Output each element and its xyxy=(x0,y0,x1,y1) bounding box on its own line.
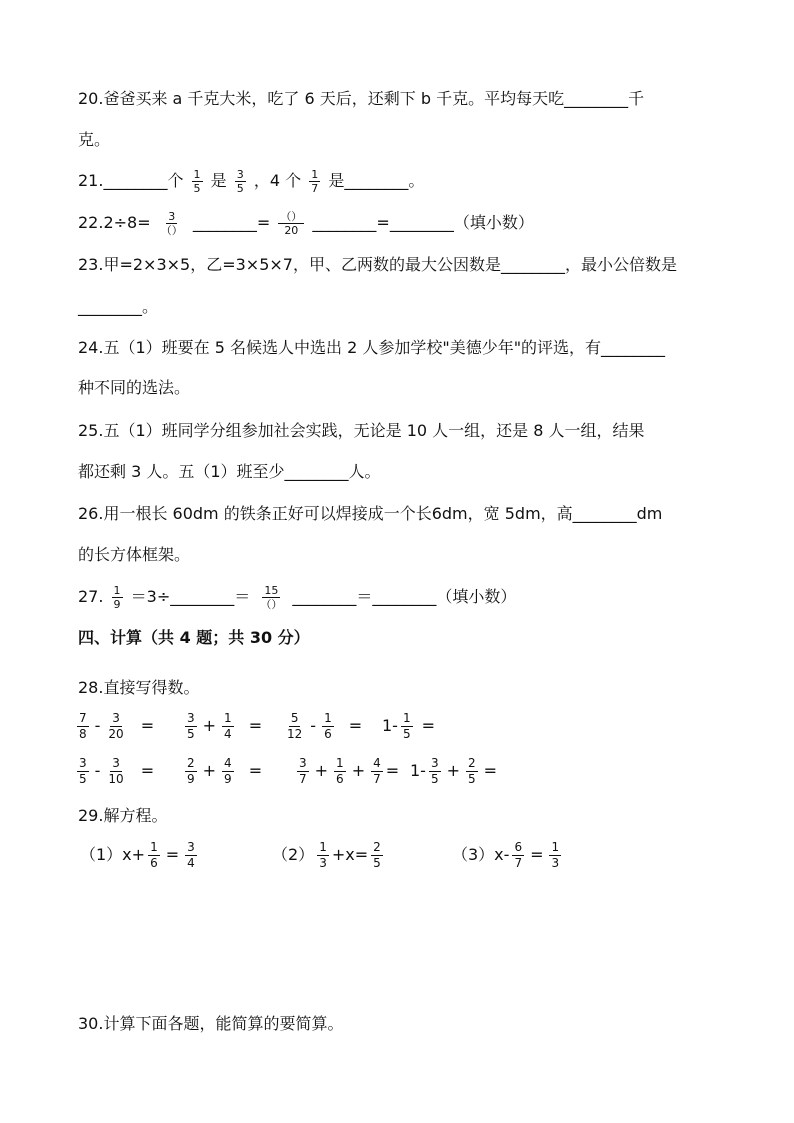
q27-text: ________＝________（填小数） xyxy=(292,587,517,606)
expr-28-1: $\frac{7}{8}$ - $\frac{3}{20}$ = xyxy=(79,711,155,741)
equation-1: （1）x+ $\frac{1}{6}$ = $\frac{3}{4}$ xyxy=(80,840,195,870)
question-22 xyxy=(78,210,534,237)
fraction: $\frac{1}{9}$ xyxy=(113,584,121,611)
expr-28-3: $\frac{5}{12}$ - $\frac{1}{6}$ = xyxy=(287,711,363,741)
question-20-line-1: 20.爸爸买来 a 千克大米，吃了 6 天后，还剩下 b 千克。平均每天吃________千 xyxy=(78,89,645,108)
q27-text: ＝3÷________＝ xyxy=(130,587,251,606)
question-26-line-2: 的长方体框架。 xyxy=(78,545,191,564)
fraction: 15 （） xyxy=(260,584,283,611)
question-24-line-1: 24.五（1）班要在 5 名候选人中选出 2 人参加学校"美德少年"的评选，有________ xyxy=(78,338,666,357)
question-25-line-2: 都还剩 3 人。五（1）班至少________人。 xyxy=(78,462,381,481)
q21-text: ，4 个 xyxy=(253,171,302,190)
q22-prefix: 22.2÷8= xyxy=(78,213,151,232)
q21-text: 是 xyxy=(210,171,227,190)
question-23-line-1: 23.甲=2×3×5，乙=3×5×7，甲、乙两数的最大公因数是________，最小公倍数是 xyxy=(78,255,677,274)
question-24-line-2: 种不同的选法。 xyxy=(78,378,191,397)
expr-28-7: $\frac{3}{7}$ + $\frac{1}{6}$ + $\frac{4}{7}$ = xyxy=(299,756,400,786)
fraction: $\frac{1}{7}$ xyxy=(311,168,319,195)
expr-28-5: $\frac{3}{5}$ - $\frac{3}{10}$ = xyxy=(79,756,155,786)
question-20-line-2: 克。 xyxy=(78,130,111,149)
question-23-line-2: ________。 xyxy=(78,297,159,316)
question-29-title: 29.解方程。 xyxy=(78,806,168,825)
q21-text: 是________。 xyxy=(328,171,425,190)
question-25-line-1: 25.五（1）班同学分组参加社会实践，无论是 10 人一组，还是 8 人一组，结果 xyxy=(78,421,645,440)
expr-28-2: $\frac{3}{5}$ + $\frac{1}{4}$ = xyxy=(187,711,263,741)
fraction: $\frac{3}{5}$ xyxy=(236,168,244,195)
fraction: $\frac{1}{5}$ xyxy=(193,168,201,195)
q27-prefix: 27. xyxy=(78,587,104,606)
fraction: 3 （） xyxy=(160,210,183,237)
q22-text: ________= xyxy=(192,213,271,232)
expr-28-6: $\frac{2}{9}$ + $\frac{4}{9}$ = xyxy=(187,756,263,786)
equation-3: （3）x- $\frac{6}{7}$ = $\frac{1}{3}$ xyxy=(452,840,560,870)
question-28-title: 28.直接写得数。 xyxy=(78,678,200,697)
question-27 xyxy=(78,584,516,611)
question-30: 30.计算下面各题，能简算的要简算。 xyxy=(78,1014,344,1033)
q21-prefix: 21.________个 xyxy=(78,171,184,190)
q22-text: ________=________（填小数） xyxy=(312,213,534,232)
section-heading: 四、计算（共 4 题；共 30 分） xyxy=(78,628,310,647)
equation-2: （2） $\frac{1}{3}$ +x= $\frac{2}{5}$ xyxy=(272,840,381,870)
fraction: （） 20 xyxy=(280,210,303,237)
question-21 xyxy=(78,168,424,195)
expr-28-4: 1- $\frac{1}{5}$ = xyxy=(382,711,435,741)
expr-28-8: 1- $\frac{3}{5}$ + $\frac{2}{5}$ = xyxy=(410,756,498,786)
question-26-line-1: 26.用一根长 60dm 的铁条正好可以焊接成一个长6dm，宽 5dm，高________dm xyxy=(78,504,663,523)
